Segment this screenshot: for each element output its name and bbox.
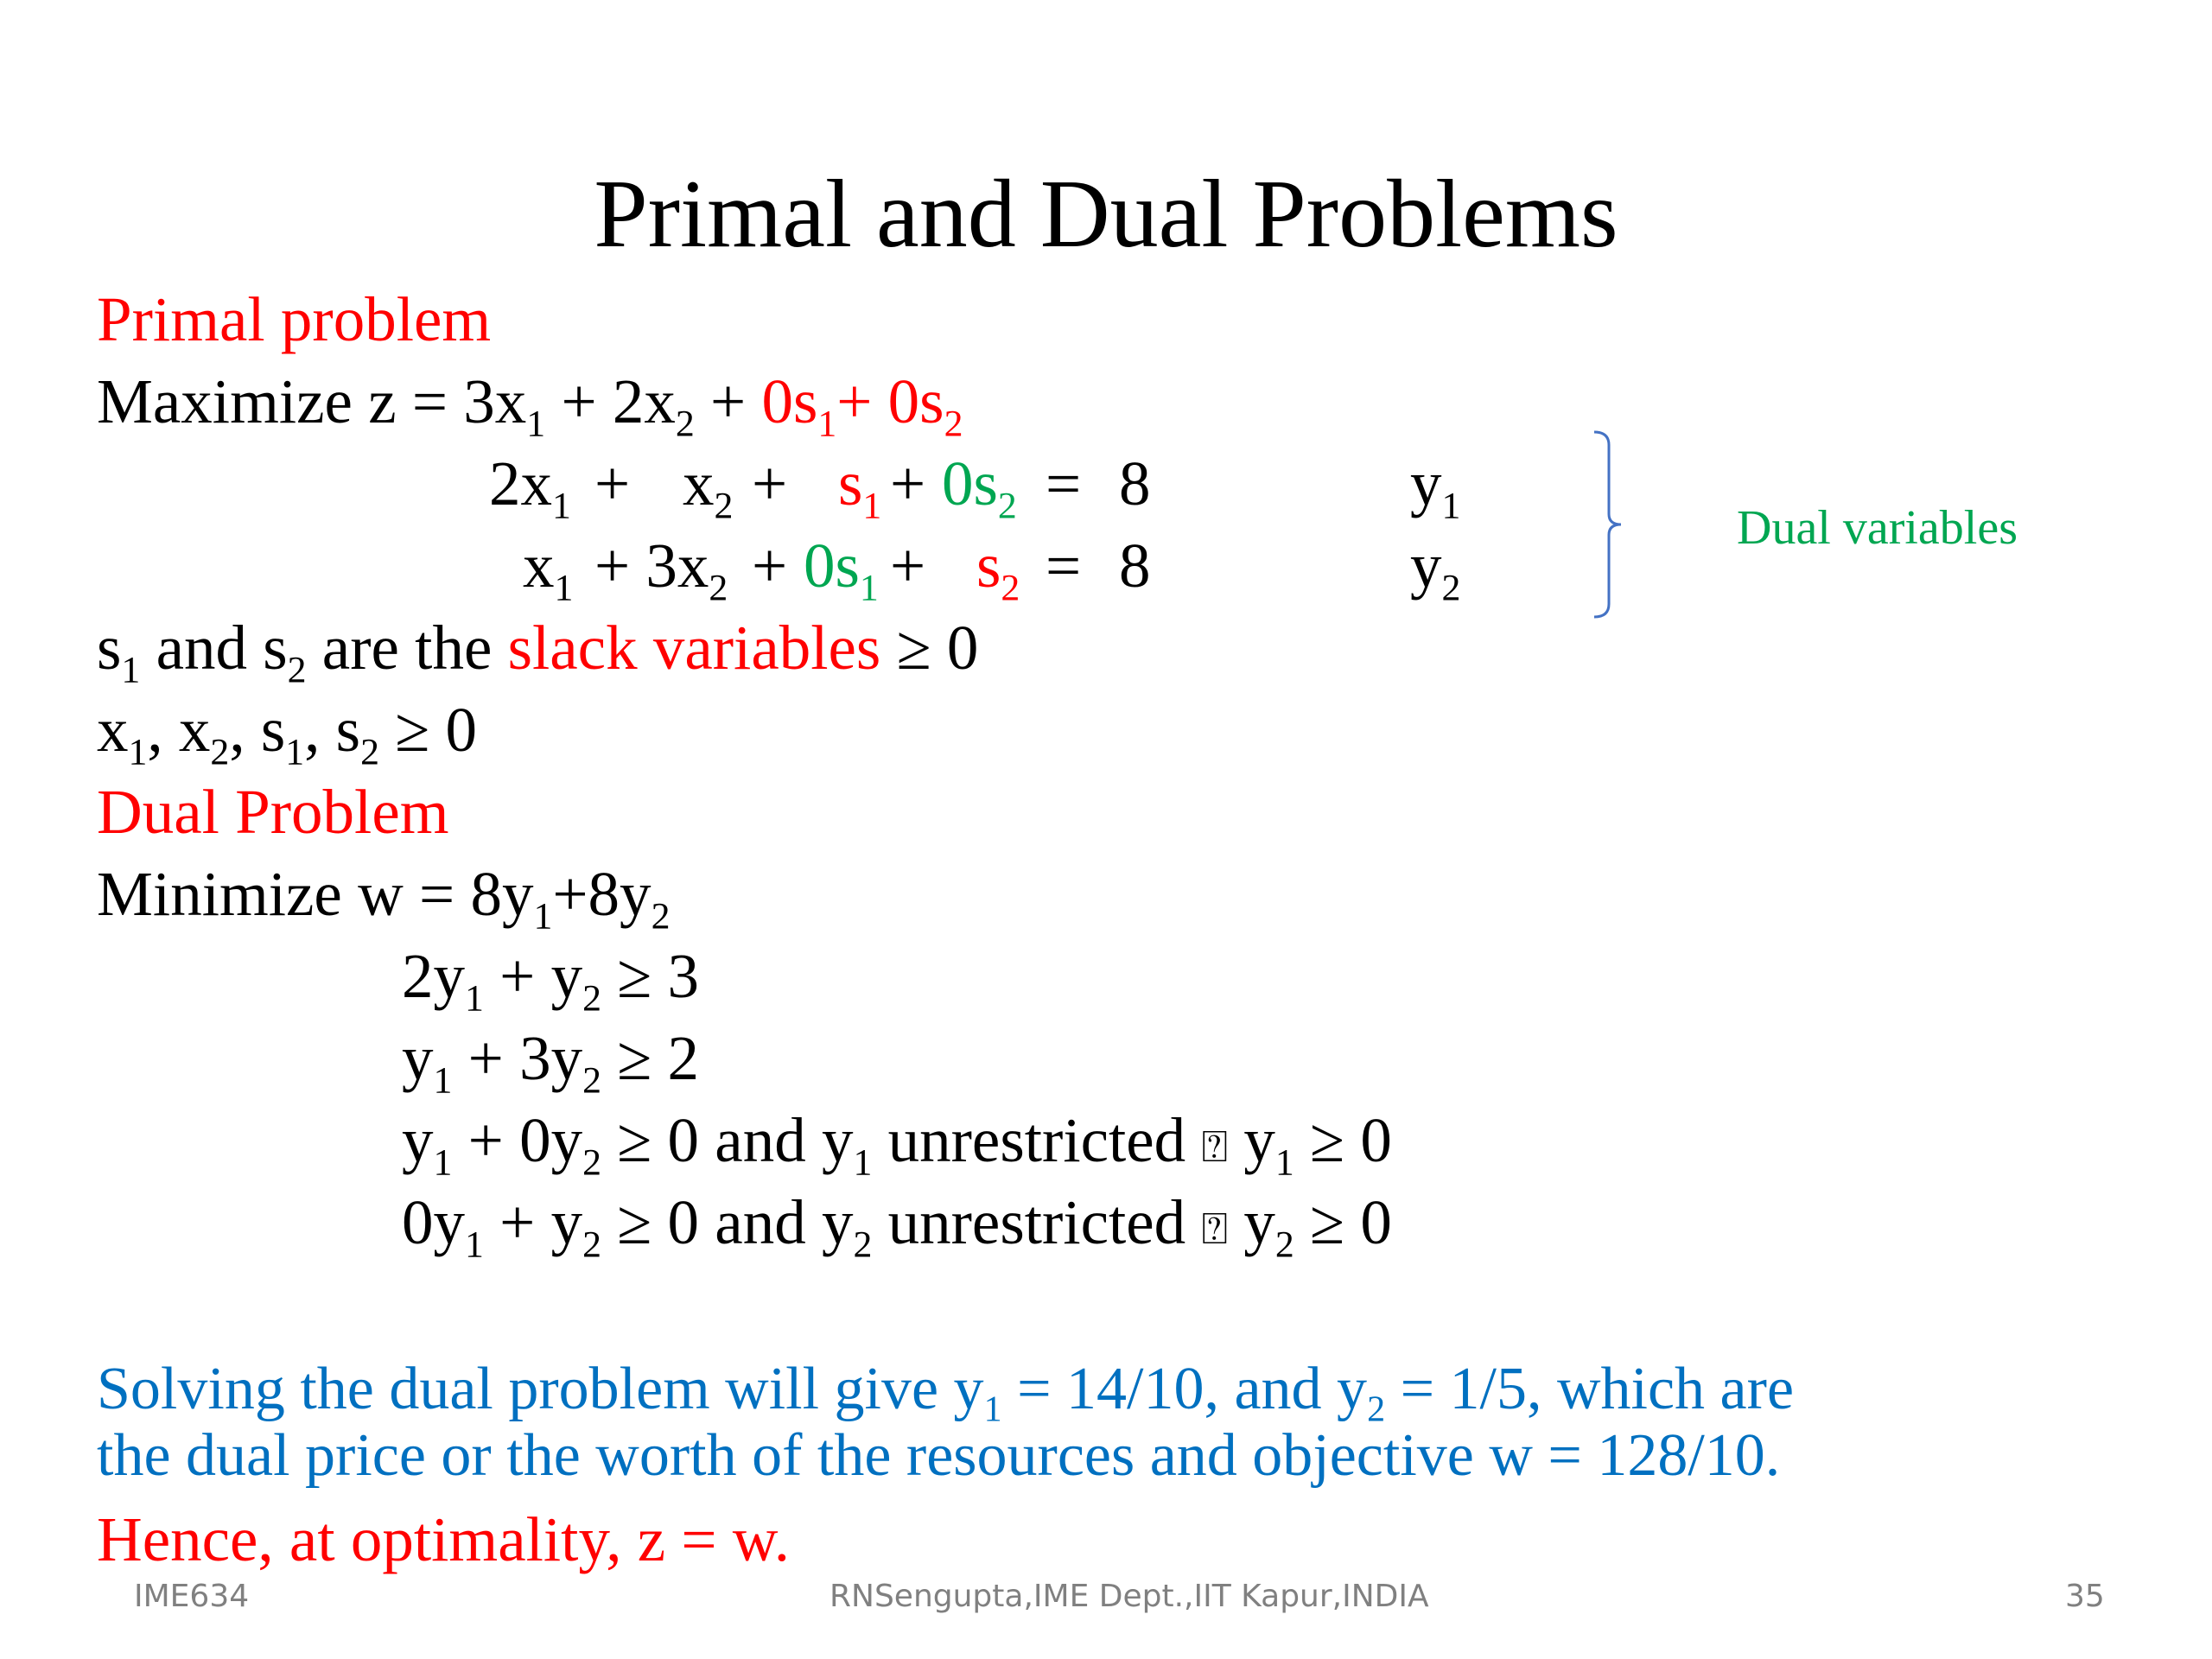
- dual-variables-label: Dual variables: [1737, 501, 2018, 555]
- slide-number: 35: [2065, 1579, 2105, 1614]
- right-brace-icon: [1590, 429, 1633, 620]
- slide: Primal and Dual Problems Primal problem Maximize $z = 3x_1 + 2x_2 + 0s_1+ 0s_2$ $2x_1$ + $x_2$ + $s_1$ + $0s_2$ = 8 $y_1$ $x_1$ + $3x_2$ + $0s_1$ + $s_2$ = 8 $y_2$ Dual variables $s_1$ and $s_2$ are the slack variables ≥ 0 $x_1$, $x_2$, $s_1$, $s_2 \ge 0$ Dual Problem Minimize $w = 8y_1+8y_2$ $2y_1 + y_2 \ge 3$ $y_1 + 3y_2 \ge 2$ $y_1 + 0y_2 \ge 0$ and $y_1$ unrestricted ⍰ $y_1 \ge 0$ $0y_1 + y_2 \ge 0$ and $y_2$ unrestricted ⍰ $y_2 \ge 0$ Solving the dual problem will give $y_1 = 14/10$, and $y_2 = 1/5$, which are the dual price or the worth of the resources and objective w = 128/10. Hence, at optimality, z = w. IME634 RNSengupta,IME Dept.,IIT Kapur,INDIA 35: [0, 0, 2212, 1659]
- dual-constraint-1: $2y_1 + y_2 \ge 3$: [402, 941, 700, 1020]
- solution-line-1: Solving the dual problem will give $y_1 = 14/10$, and $y_2 = 1/5$, which are: [97, 1356, 1795, 1430]
- dual-constraint-2: $y_1 + 3y_2 \ge 2$: [402, 1023, 700, 1102]
- dual-var-y2: y: [1410, 531, 1442, 601]
- slack-variables-line: $s_1$ and $s_2$ are the slack variables ≥ 0: [97, 613, 979, 691]
- dual-constraint-4: $0y_1 + y_2 \ge 0$ and $y_2$ unrestricted ⍰ $y_2 \ge 0$: [402, 1187, 1392, 1266]
- missing-glyph-icon: ⍰: [1201, 1122, 1229, 1173]
- slide-title: Primal and Dual Problems: [594, 161, 1618, 268]
- dual-var-y1: y: [1410, 448, 1442, 518]
- solution-line-2: the dual price or the worth of the resources and objective w = 128/10.: [97, 1422, 1781, 1489]
- primal-objective: Maximize $z = 3x_1 + 2x_2 + 0s_1+ 0s_2$: [97, 366, 963, 445]
- nonnegativity-line: $x_1$, $x_2$, $s_1$, $s_2 \ge 0$: [97, 695, 478, 773]
- dual-constraint-3: $y_1 + 0y_2 \ge 0$ and $y_1$ unrestricted ⍰ $y_1 \ge 0$: [402, 1105, 1392, 1184]
- primal-heading: Primal problem: [97, 284, 492, 354]
- footer-course: IME634: [134, 1579, 250, 1614]
- conclusion: Hence, at optimality, z = w.: [97, 1504, 791, 1574]
- footer-author: RNSengupta,IME Dept.,IIT Kapur,INDIA: [830, 1579, 1429, 1614]
- dual-objective: Minimize $w = 8y_1+8y_2$: [97, 859, 671, 938]
- dual-heading: Dual Problem: [97, 777, 449, 847]
- missing-glyph-icon: ⍰: [1201, 1204, 1229, 1255]
